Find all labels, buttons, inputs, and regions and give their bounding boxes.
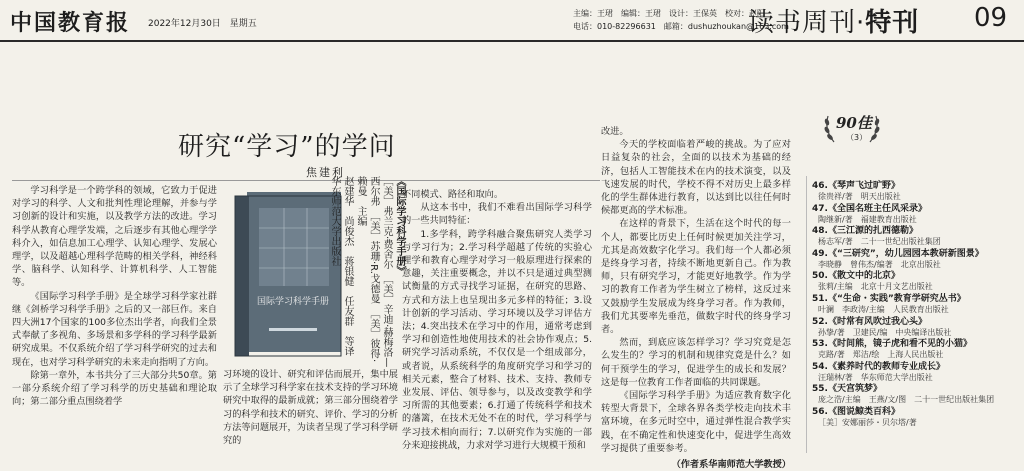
author-signature: （作者系华南师范大学教授） [671, 459, 791, 471]
book-info-translators: 赵建华 尚俊杰 蒋银健 任友群 等译 [342, 176, 353, 356]
badge-subtitle: （3） [846, 133, 868, 142]
paragraph: 除第一章外，本书共分了三大部分共50章。第一部分系统介绍了学习科学的历史基础和理论取向；第二部分重点围绕着学 [12, 369, 217, 408]
list-item [812, 383, 1020, 406]
list-item [812, 270, 1020, 293]
list-item-meta: 孙挚/著 卫建民/编 中央编译出版社 [818, 327, 952, 337]
paragraph: 1.多学科，跨学科融合聚焦研究人类学习与学习行为；2.学习科学超越了传统的实验心理学和教育心理学对学习一般原理进行探索的意趣，关注重要概念，并以不只是通过典型测试衡量的方式寻找学习证据，在研究的思路、方式和方法上也呈现出多元多样的特征；3.设计创新的学习活动、学习环境以及学习评估方法；4.突出技术在学习中的作用，通常考虑到学习和创造性地使用技术的社会协作观点；5.研究学习活动系统，不仅仅是一个组成部分，或者说，从系统科学的角度研究学习和学习的相关元素，整合了材料、技术、支持、教师专业发展、评估、领导参与，以及改变教学和学习所需的其他要素；6.打通了传统科学和技术的藩篱，在技术无处不在的时代，学习科学与学习技术相向而行；7.以研究作为实施的一部分来迎接挑战，力求对学习进行大规模干预和 [402, 228, 592, 451]
paragraph: 从这本书中，我们不难看出国际学习科学的一些共同特征： [402, 202, 592, 227]
list-item [812, 316, 1020, 339]
list-item [812, 293, 1020, 316]
list-item-meta: 叶澜 李政涛/主编 人民教育出版社 [818, 304, 949, 314]
list-item-meta: 杨志军/著 二十一世纪出版社集团 [818, 237, 941, 247]
list-item-meta: 汪瑞林/著 华东师范大学出版社 [818, 372, 933, 382]
article-column-2 [223, 368, 398, 452]
section-title [748, 2, 919, 39]
list-item-title: 48.《三江源的扎西德勒》 [812, 226, 918, 237]
list-divider [806, 176, 807, 453]
list-item-meta: 陶继新/著 福建教育出版社 [818, 214, 917, 224]
paragraph: 今天的学校面临着严峻的挑战。为了应对日益复杂的社会，全面的以技术为基础的经济，包括人工智能技术在内的技术演变，以及飞速发展的时代，学校不得不对历史上最多样化的学生群体进行教育，以达到比以往任何时候都更高的学术标准。 [601, 139, 791, 217]
publication-date: 2022年12月30日 星期五 [148, 19, 257, 29]
article-column-4 [601, 125, 791, 471]
list-item-title: 49.《“三研究”，幼儿园园本教研新图景》 [812, 248, 984, 259]
paragraph: 《国际学习科学手册》为适应教育数字化转型大背景下，全球各界各类学校走向技术丰富环境，在多元时空中，通过弹性混合教学实践，在不确定性和快速变化中，促进学生高效学习提供了重要参考。 [601, 390, 791, 454]
list-item-meta: 张莉/主编 北京十月文艺出版社 [818, 282, 933, 292]
list-item-title: 51.《“生命・实践”教育学研究丛书》 [812, 293, 966, 304]
paragraph: 学习科学是一个跨学科的领域，它致力于促进对学习的科学、人文和批判性理论理解，并参与学习创新的设计和实施，以及教学方法的改进。学习科学从教育心理学发端，之后逐步有其他心理学学科介入，如信息加工心理学、认知心理学、发展心理学，以及超越心理科学范畴的相关学科，神经科学、脑科学、认知科学、计算机科学、人工智能等。 [12, 185, 217, 289]
paragraph: 改进。 [601, 126, 629, 137]
list-item-meta: 徐贵祥/著 明天出版社 [818, 192, 901, 201]
book-info-title: 《国际学习科学手册》 [394, 176, 405, 276]
section-title-plain: 读书周刊· [748, 8, 866, 38]
list-item-title: 56.《图说鲸类百科》 [812, 406, 900, 417]
list-item-meta: 李晓静 曾伟杰/编著 北京出版社 [818, 259, 941, 269]
article-column-3 [402, 188, 592, 452]
page-number: 09 [974, 3, 1008, 33]
list-item-title: 53.《时间熊，镜子虎和看不见的小猫》 [812, 339, 972, 350]
badge-title: 90佳 [836, 114, 872, 132]
book-info [329, 176, 406, 368]
newspaper-logo: 中国教育报 [10, 10, 131, 36]
contact-line: 电话：010-82296631 邮箱：dushuzhoukan@163.com [573, 22, 789, 31]
masthead [0, 0, 1024, 42]
book-info-authors: ［美］弗兰克·费舍尔 ［美］辛迪·赫梅洛—西尔弗 ［美］苏珊·R.戈德曼 ［美］彼得·赖曼 主编 [355, 176, 392, 368]
paragraph: 然而，到底应该怎样学习？学习究竟是怎么发生的？学习的机制和规律究竟是什么？如何干预学生的学习，促进学生的成长和发展？这是每一位教育工作者面临的共同课题。 [601, 337, 791, 388]
list-item-meta: ［美］安娜丽莎・贝尔塔/著 [818, 417, 917, 427]
list-item-title: 46.《琴声飞过旷野》 [812, 181, 900, 191]
list-item [812, 225, 1020, 248]
article-author: 焦建利 [306, 166, 345, 179]
list-item [812, 406, 1020, 429]
list-item-meta: 庞之浩/主编 王燕/文/图 二十一世纪出版社集团 [818, 395, 995, 405]
list-item-title: 55.《天宫筑梦》 [812, 384, 882, 395]
paragraph: 习环境的设计、研究和评估而展开，集中展示了全球学习科学家在技术支持的学习环境研究中取得的最新成就；第三部分围绕着学习的科学和技术的研究、评价、学习的分析方法等问题展开，为读者呈现了学习科学研究的 [223, 369, 398, 447]
book-list [812, 180, 1020, 429]
list-item [812, 248, 1020, 271]
list-item [812, 361, 1020, 384]
headline-divider [12, 180, 600, 181]
paragraph: 《国际学习科学手册》是全球学习科学家社群继《剑桥学习科学手册》之后的又一部巨作。来自四大洲17个国家的100多位杰出学者，向我们全景式奉献了多视角、多场景和多学科的学习科学最新研究成果。不仅系统介绍了学习科学研究的过去和现在，也对学习科学研究的未来走向指明了方向。 [12, 290, 217, 368]
list-item-title: 47.《全国名班主任风采录》 [812, 203, 927, 214]
article-column-1 [12, 184, 217, 452]
list-item [812, 180, 1020, 203]
list-item-title: 52.《时常有风吹过我心头》 [812, 316, 927, 327]
paragraph: 在这样的背景下，生活在这个时代的每一个人，都要比历史上任何时候更加关注学习，尤其是高效数字化学习。我们每一个人都必须是终身学习者，持续不断地更新自己。作为教师，只有研究学习，才能更好地教学。作为学习的教育工作者为学生树立了榜样，这反过来又鼓励学生发展成为终身学习者。作为教师，我们尤其要率先垂范，做数字时代的终身学习者。 [601, 218, 791, 336]
list-item-title: 50.《散文中的北京》 [812, 271, 900, 282]
article-headline: 研究“学习”的学问 [178, 132, 396, 162]
list-item [812, 203, 1020, 226]
book-info-publisher: 华东师范大学出版社 [329, 176, 340, 266]
section-title-bold: 特刊 [865, 8, 920, 38]
list-item-meta: 克路/著 郑洁/绘 上海人民出版社 [818, 350, 944, 360]
paragraph: 不同模式、路径和取向。 [402, 189, 504, 200]
list-item [812, 338, 1020, 361]
editor-credits: 主编：王珺 编辑：王珺 设计：王保英 校对：赵阳 [573, 9, 765, 18]
list-item-title: 54.《素养时代的教师专业成长》 [812, 361, 945, 372]
book-cover-title: 国际学习科学手册 [256, 297, 330, 307]
